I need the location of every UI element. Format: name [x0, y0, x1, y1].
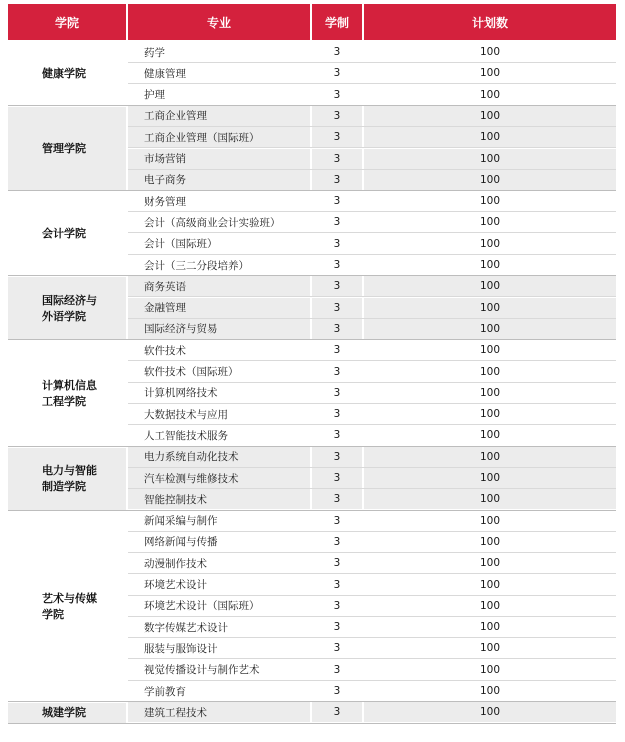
table-row [128, 489, 616, 510]
table-row [128, 63, 616, 84]
years-cell: 3 [312, 575, 362, 595]
table-row [128, 191, 616, 212]
college-cell [8, 191, 126, 276]
table-row [128, 425, 616, 446]
table-row [128, 106, 616, 127]
years-cell: 3 [312, 532, 362, 552]
major-cell: 工商企业管理（国际班） [128, 127, 310, 147]
college-label: 城建学院 [42, 706, 86, 720]
table-row [128, 596, 616, 617]
major-cell: 人工智能技术服务 [128, 425, 310, 445]
header-major: 专业 [128, 4, 310, 40]
table-row [128, 660, 616, 681]
college-label: 电力与智能制造学院 [42, 464, 97, 494]
table-row [128, 532, 616, 553]
major-cell: 视觉传播设计与制作艺术 [128, 660, 310, 680]
table-row [128, 149, 616, 170]
years-cell: 3 [312, 255, 362, 275]
college-label: 艺术与传媒学院 [42, 591, 97, 621]
table-row [128, 511, 616, 532]
header-years: 学制 [312, 4, 362, 40]
major-cell: 会计（国际班） [128, 234, 310, 254]
years-cell: 3 [312, 617, 362, 637]
years-cell: 3 [312, 276, 362, 296]
plan-cell: 100 [364, 383, 616, 403]
header-college: 学院 [8, 4, 126, 40]
plan-cell: 100 [364, 468, 616, 488]
years-cell: 3 [312, 212, 362, 232]
major-cell: 软件技术 [128, 340, 310, 360]
major-cell: 环境艺术设计（国际班） [128, 596, 310, 616]
plan-cell: 100 [364, 212, 616, 232]
major-cell: 电力系统自动化技术 [128, 447, 310, 467]
plan-cell: 100 [364, 170, 616, 190]
major-cell: 新闻采编与制作 [128, 511, 310, 531]
major-cell: 学前教育 [128, 681, 310, 701]
years-cell: 3 [312, 234, 362, 254]
table-row [128, 468, 616, 489]
years-cell: 3 [312, 553, 362, 573]
table-row [128, 575, 616, 596]
major-cell: 市场营销 [128, 149, 310, 169]
major-cell: 动漫制作技术 [128, 553, 310, 573]
major-cell: 汽车检测与维修技术 [128, 468, 310, 488]
table-row [128, 362, 616, 383]
plan-cell: 100 [364, 681, 616, 701]
years-cell: 3 [312, 127, 362, 147]
major-cell: 商务英语 [128, 276, 310, 296]
header-plan: 计划数 [364, 4, 616, 40]
plan-cell: 100 [364, 404, 616, 424]
plan-cell: 100 [364, 276, 616, 296]
plan-cell: 100 [364, 298, 616, 318]
table-row [128, 298, 616, 319]
plan-cell: 100 [364, 234, 616, 254]
table-row [128, 255, 616, 276]
major-cell: 电子商务 [128, 170, 310, 190]
plan-cell: 100 [364, 319, 616, 339]
years-cell: 3 [312, 340, 362, 360]
table-row [128, 234, 616, 255]
plan-cell: 100 [364, 660, 616, 680]
plan-cell: 100 [364, 489, 616, 509]
plan-cell: 100 [364, 149, 616, 169]
years-cell: 3 [312, 596, 362, 616]
college-label: 计算机信息工程学院 [42, 378, 97, 408]
years-cell: 3 [312, 511, 362, 531]
years-cell: 3 [312, 191, 362, 211]
college-cell [8, 511, 126, 703]
table-row [128, 681, 616, 702]
table-row [128, 340, 616, 361]
major-cell: 健康管理 [128, 63, 310, 83]
college-cell [8, 702, 126, 723]
years-cell: 3 [312, 702, 362, 722]
plan-cell: 100 [364, 425, 616, 445]
major-cell: 财务管理 [128, 191, 310, 211]
table-row [128, 553, 616, 574]
plan-cell: 100 [364, 532, 616, 552]
table-row [128, 85, 616, 106]
table-row [128, 383, 616, 404]
table-row [128, 212, 616, 233]
years-cell: 3 [312, 106, 362, 126]
years-cell: 3 [312, 170, 362, 190]
plan-cell: 100 [364, 106, 616, 126]
major-cell: 网络新闻与传播 [128, 532, 310, 552]
years-cell: 3 [312, 425, 362, 445]
major-cell: 建筑工程技术 [128, 702, 310, 722]
table-row [128, 42, 616, 63]
years-cell: 3 [312, 681, 362, 701]
major-cell: 会计（三二分段培养） [128, 255, 310, 275]
table-row [128, 638, 616, 659]
years-cell: 3 [312, 319, 362, 339]
college-label: 健康学院 [42, 67, 86, 81]
plan-cell: 100 [364, 553, 616, 573]
major-cell: 环境艺术设计 [128, 575, 310, 595]
years-cell: 3 [312, 42, 362, 62]
years-cell: 3 [312, 298, 362, 318]
table-row [128, 702, 616, 723]
plan-cell: 100 [364, 85, 616, 105]
table-row [128, 170, 616, 191]
major-cell: 大数据技术与应用 [128, 404, 310, 424]
college-cell [8, 447, 126, 511]
table-row [128, 319, 616, 340]
college-label: 会计学院 [42, 227, 86, 241]
plan-cell: 100 [364, 42, 616, 62]
major-cell: 金融管理 [128, 298, 310, 318]
college-label: 管理学院 [42, 141, 86, 155]
table-row [128, 447, 616, 468]
plan-cell: 100 [364, 447, 616, 467]
table-row [128, 404, 616, 425]
plan-cell: 100 [364, 127, 616, 147]
major-cell: 药学 [128, 42, 310, 62]
table-row [128, 276, 616, 297]
years-cell: 3 [312, 468, 362, 488]
plan-cell: 100 [364, 511, 616, 531]
major-cell: 会计（高级商业会计实验班） [128, 212, 310, 232]
major-cell: 计算机网络技术 [128, 383, 310, 403]
plan-cell: 100 [364, 596, 616, 616]
group-divider [8, 723, 616, 724]
major-cell: 护理 [128, 85, 310, 105]
college-label: 国际经济与外语学院 [42, 293, 97, 323]
plan-cell: 100 [364, 617, 616, 637]
major-cell: 服装与服饰设计 [128, 638, 310, 658]
years-cell: 3 [312, 404, 362, 424]
years-cell: 3 [312, 63, 362, 83]
major-cell: 数字传媒艺术设计 [128, 617, 310, 637]
college-cell [8, 42, 126, 106]
years-cell: 3 [312, 660, 362, 680]
years-cell: 3 [312, 362, 362, 382]
years-cell: 3 [312, 85, 362, 105]
plan-cell: 100 [364, 255, 616, 275]
plan-cell: 100 [364, 575, 616, 595]
years-cell: 3 [312, 149, 362, 169]
years-cell: 3 [312, 489, 362, 509]
major-cell: 软件技术（国际班） [128, 362, 310, 382]
college-cell [8, 276, 126, 340]
table-row [128, 617, 616, 638]
major-cell: 智能控制技术 [128, 489, 310, 509]
plan-cell: 100 [364, 638, 616, 658]
college-cell [8, 340, 126, 447]
years-cell: 3 [312, 447, 362, 467]
years-cell: 3 [312, 383, 362, 403]
plan-cell: 100 [364, 191, 616, 211]
plan-cell: 100 [364, 702, 616, 722]
plan-cell: 100 [364, 63, 616, 83]
plan-cell: 100 [364, 362, 616, 382]
table-row [128, 127, 616, 148]
major-cell: 国际经济与贸易 [128, 319, 310, 339]
major-cell: 工商企业管理 [128, 106, 310, 126]
years-cell: 3 [312, 638, 362, 658]
college-cell [8, 106, 126, 191]
plan-cell: 100 [364, 340, 616, 360]
